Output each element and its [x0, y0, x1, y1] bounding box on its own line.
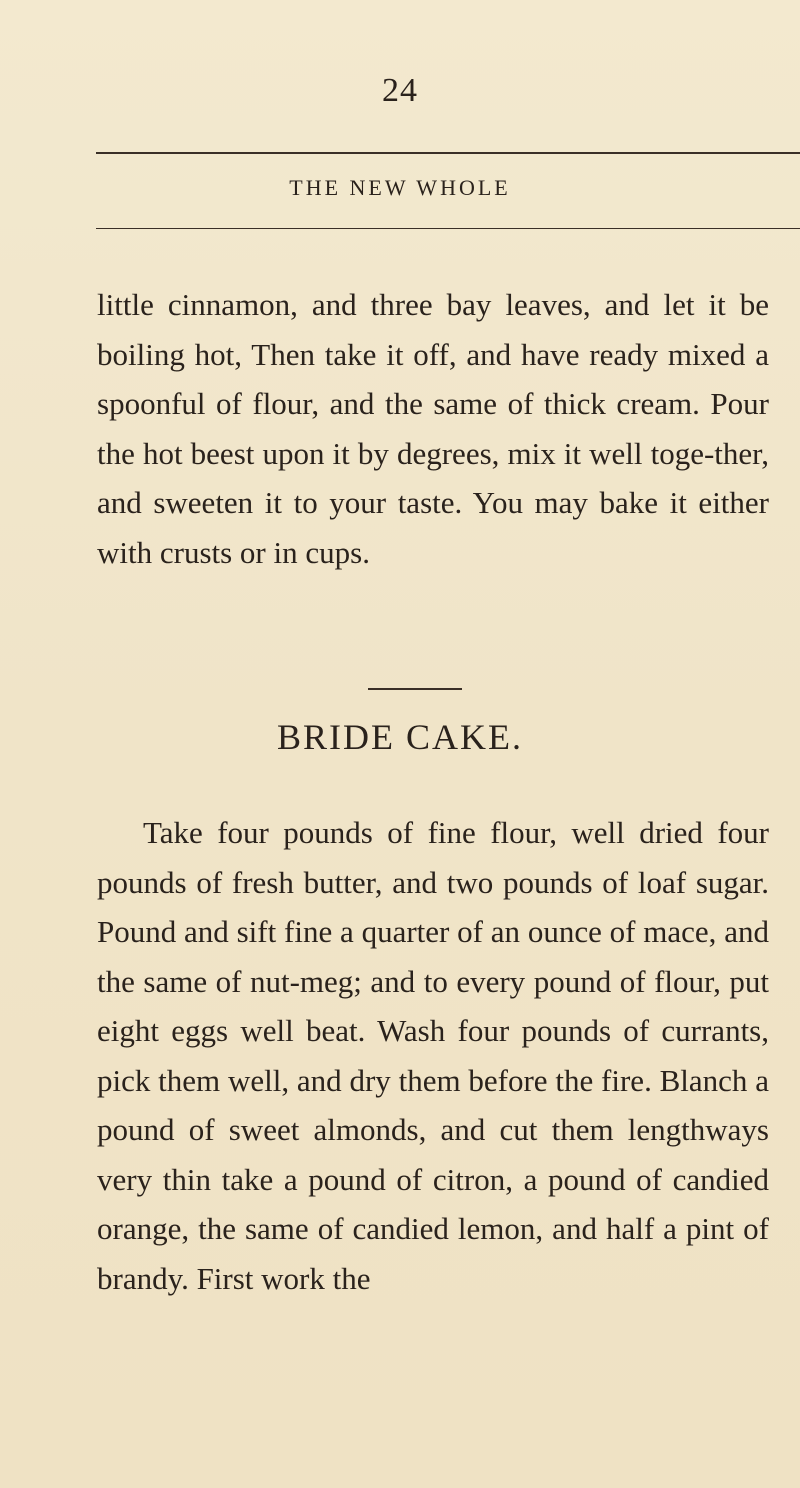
header-rule-top	[96, 152, 800, 154]
running-head: THE NEW WHOLE	[289, 175, 511, 200]
section-title: BRIDE CAKE.	[277, 717, 523, 757]
page-number: 24	[382, 72, 418, 109]
section-divider	[368, 688, 462, 690]
paragraph-bride-cake: Take four pounds of fine flour, well dried four pounds of fresh butter, and two pounds of loaf sugar. Pound and sift fine a quarter of an ounce of mace, and the same of nut-meg; and to every pound of flour, put eight eggs well beat. Wash four pounds of currants, pick them well, and dry them before the fire. Blanch a pound of sweet almonds, and cut them lengthways very thin take a pound of citron, a pound of candied orange, the same of candied lemon, and half a pint of brandy. First work the	[97, 815, 769, 1296]
paragraph-continued: little cinnamon, and three bay leaves, and let it be boiling hot, Then take it off, and have ready mixed a spoonful of flour, and the same of thick cream. Pour the hot beest upon it by degrees, mix it well toge-ther, and sweeten it to your taste. You may bake it either with crusts or in cups.	[97, 287, 769, 570]
header-rule-bottom	[96, 228, 800, 229]
